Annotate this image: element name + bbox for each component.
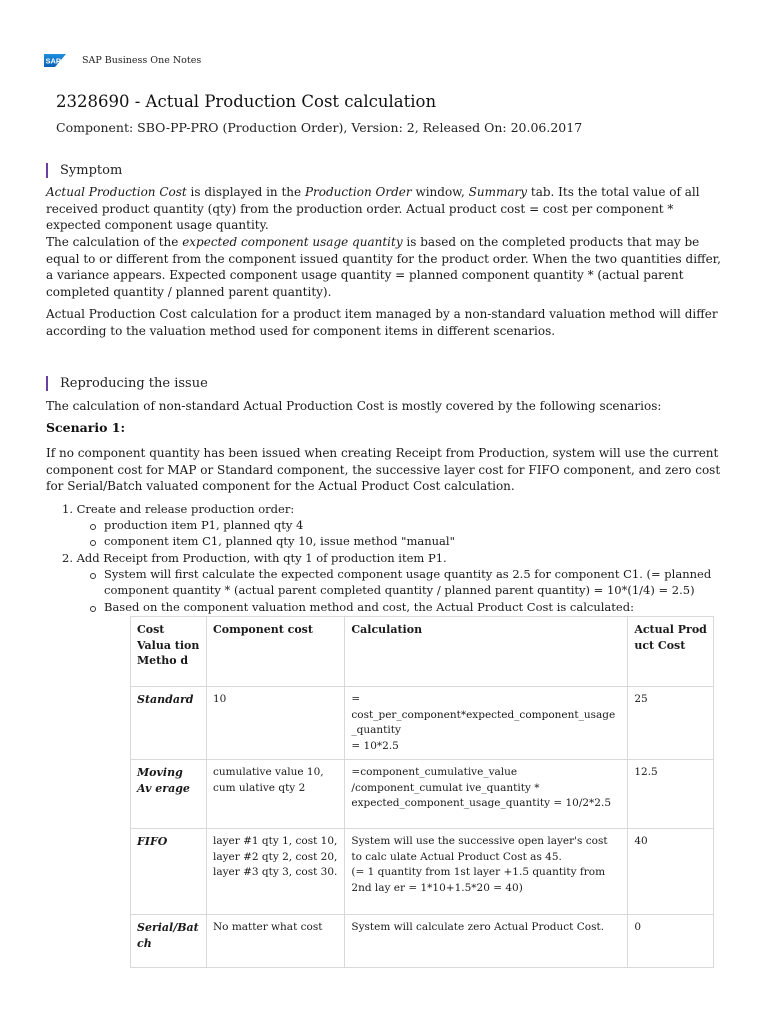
table-row: [131, 687, 714, 760]
column-header: Component cost: [206, 617, 344, 687]
paragraph-text: tab. Its the total value of all received product quantity (qty) from the production order. Actual product cost = cost per component * expected component usage quantity.: [46, 185, 700, 232]
table-cell: 12.5: [628, 760, 714, 829]
paragraph-text: window,: [411, 185, 469, 199]
repro-intro: The calculation of non-standard Actual Production Cost is mostly covered by the following scenarios:: [46, 399, 662, 413]
table-cell: 40: [628, 829, 714, 915]
bullet-icon: [90, 606, 96, 612]
bullet-icon: [90, 524, 96, 530]
table-cell-method: Moving Av erage: [131, 760, 207, 829]
column-header: Actual Prod uct Cost: [628, 617, 714, 687]
section-heading-symptom: [46, 163, 122, 178]
column-header: Calculation: [345, 617, 628, 687]
section-marker: [46, 376, 48, 391]
table-cell: System will use the successive open layer's cost to calc ulate Actual Product Cost as 45. (= 1 quantity from 1st layer +1.5 quantity from 2nd lay er = 1*10+1.5*20 = 40): [345, 829, 628, 915]
table-cell-method: Serial/Bat ch: [131, 915, 207, 968]
bullet-icon: [90, 573, 96, 579]
table-cell: = cost_per_component*expected_component_usage _quantity = 10*2.5: [345, 687, 628, 760]
paragraph-text: is displayed in the: [186, 185, 305, 199]
bullet-icon: [90, 540, 96, 546]
cost-table: [130, 616, 714, 968]
section-heading-reproducing: [46, 376, 208, 391]
svg-text:SAP: SAP: [45, 56, 61, 66]
page-header: [44, 54, 201, 67]
scenario-heading: Scenario 1:: [46, 420, 126, 435]
table-cell: 25: [628, 687, 714, 760]
symptom-paragraph-2: [46, 234, 726, 300]
table-cell: System will calculate zero Actual Product Cost.: [345, 915, 628, 968]
table-cell: cumulative value 10, cum ulative qty 2: [206, 760, 344, 829]
table-cell: =component_cumulative_value /component_cumulat ive_quantity * expected_component_usage_quantity = 10/2*2.5: [345, 760, 628, 829]
table-cell: 0: [628, 915, 714, 968]
emphasis-text: Summary: [468, 185, 528, 199]
section-marker: [46, 163, 48, 178]
emphasis-text: Production Order: [304, 185, 412, 199]
table-cell: No matter what cost: [206, 915, 344, 968]
list-item: component item C1, planned qty 10, issue method "manual": [104, 534, 455, 550]
table-cell-method: FIFO: [131, 829, 207, 915]
table-header-row: [131, 617, 714, 687]
page-title: 2328690 - Actual Production Cost calculation: [56, 92, 437, 111]
table-cell: layer #1 qty 1, cost 10, layer #2 qty 2, cost 20, layer #3 qty 3, cost 30.: [206, 829, 344, 915]
emphasis-text: expected component usage quantity: [182, 235, 403, 249]
table-cell-method: Standard: [131, 687, 207, 760]
list-item: Based on the component valuation method and cost, the Actual Product Cost is calculated:: [104, 600, 718, 616]
scenario-description: If no component quantity has been issued when creating Receipt from Production, system will use the current component cost for MAP or Standard component, the successive layer cost for FIFO component, and zero cost for Serial/Batch valuated component for the Actual Product Cost calculation.: [46, 446, 721, 493]
page-subtitle: Component: SBO-PP-PRO (Production Order), Version: 2, Released On: 20.06.2017: [56, 120, 583, 135]
sap-logo: [44, 54, 66, 67]
symptom-paragraph-3: Actual Production Cost calculation for a product item managed by a non-standard valuation method will differ according to the valuation method used for component items in different scenarios.: [46, 307, 718, 338]
emphasis-text: Actual Production Cost: [46, 185, 187, 199]
header-title: SAP Business One Notes: [82, 55, 202, 66]
step-2: 2. Add Receipt from Production, with qty 1 of production item P1.: [62, 551, 447, 565]
table-cell: 10: [206, 687, 344, 760]
paragraph-text: is based on the completed products that may be equal to or different from the component issued quantity for the product order. When the two quantities differ, a variance appears. Expected component usage quantity = planned component quantity * (actual parent completed quantity / planned parent quantity).: [46, 235, 721, 299]
step-1: 1. Create and release production order:: [62, 502, 295, 516]
table-row: [131, 829, 714, 915]
section-heading-label: Symptom: [60, 163, 123, 178]
column-header: Cost Valua tion Metho d: [131, 617, 207, 687]
paragraph-text: The calculation of the: [46, 235, 183, 249]
symptom-paragraph-1: [46, 184, 726, 234]
list-item: System will first calculate the expected component usage quantity as 2.5 for component C1. (= planned component quantity * (actual parent completed quantity / planned parent quantity) = 10*(1/4) = 2.5): [104, 567, 718, 598]
section-heading-label: Reproducing the issue: [60, 376, 208, 391]
list-item: production item P1, planned qty 4: [104, 518, 303, 534]
table-row: [131, 915, 714, 968]
table-row: [131, 760, 714, 829]
